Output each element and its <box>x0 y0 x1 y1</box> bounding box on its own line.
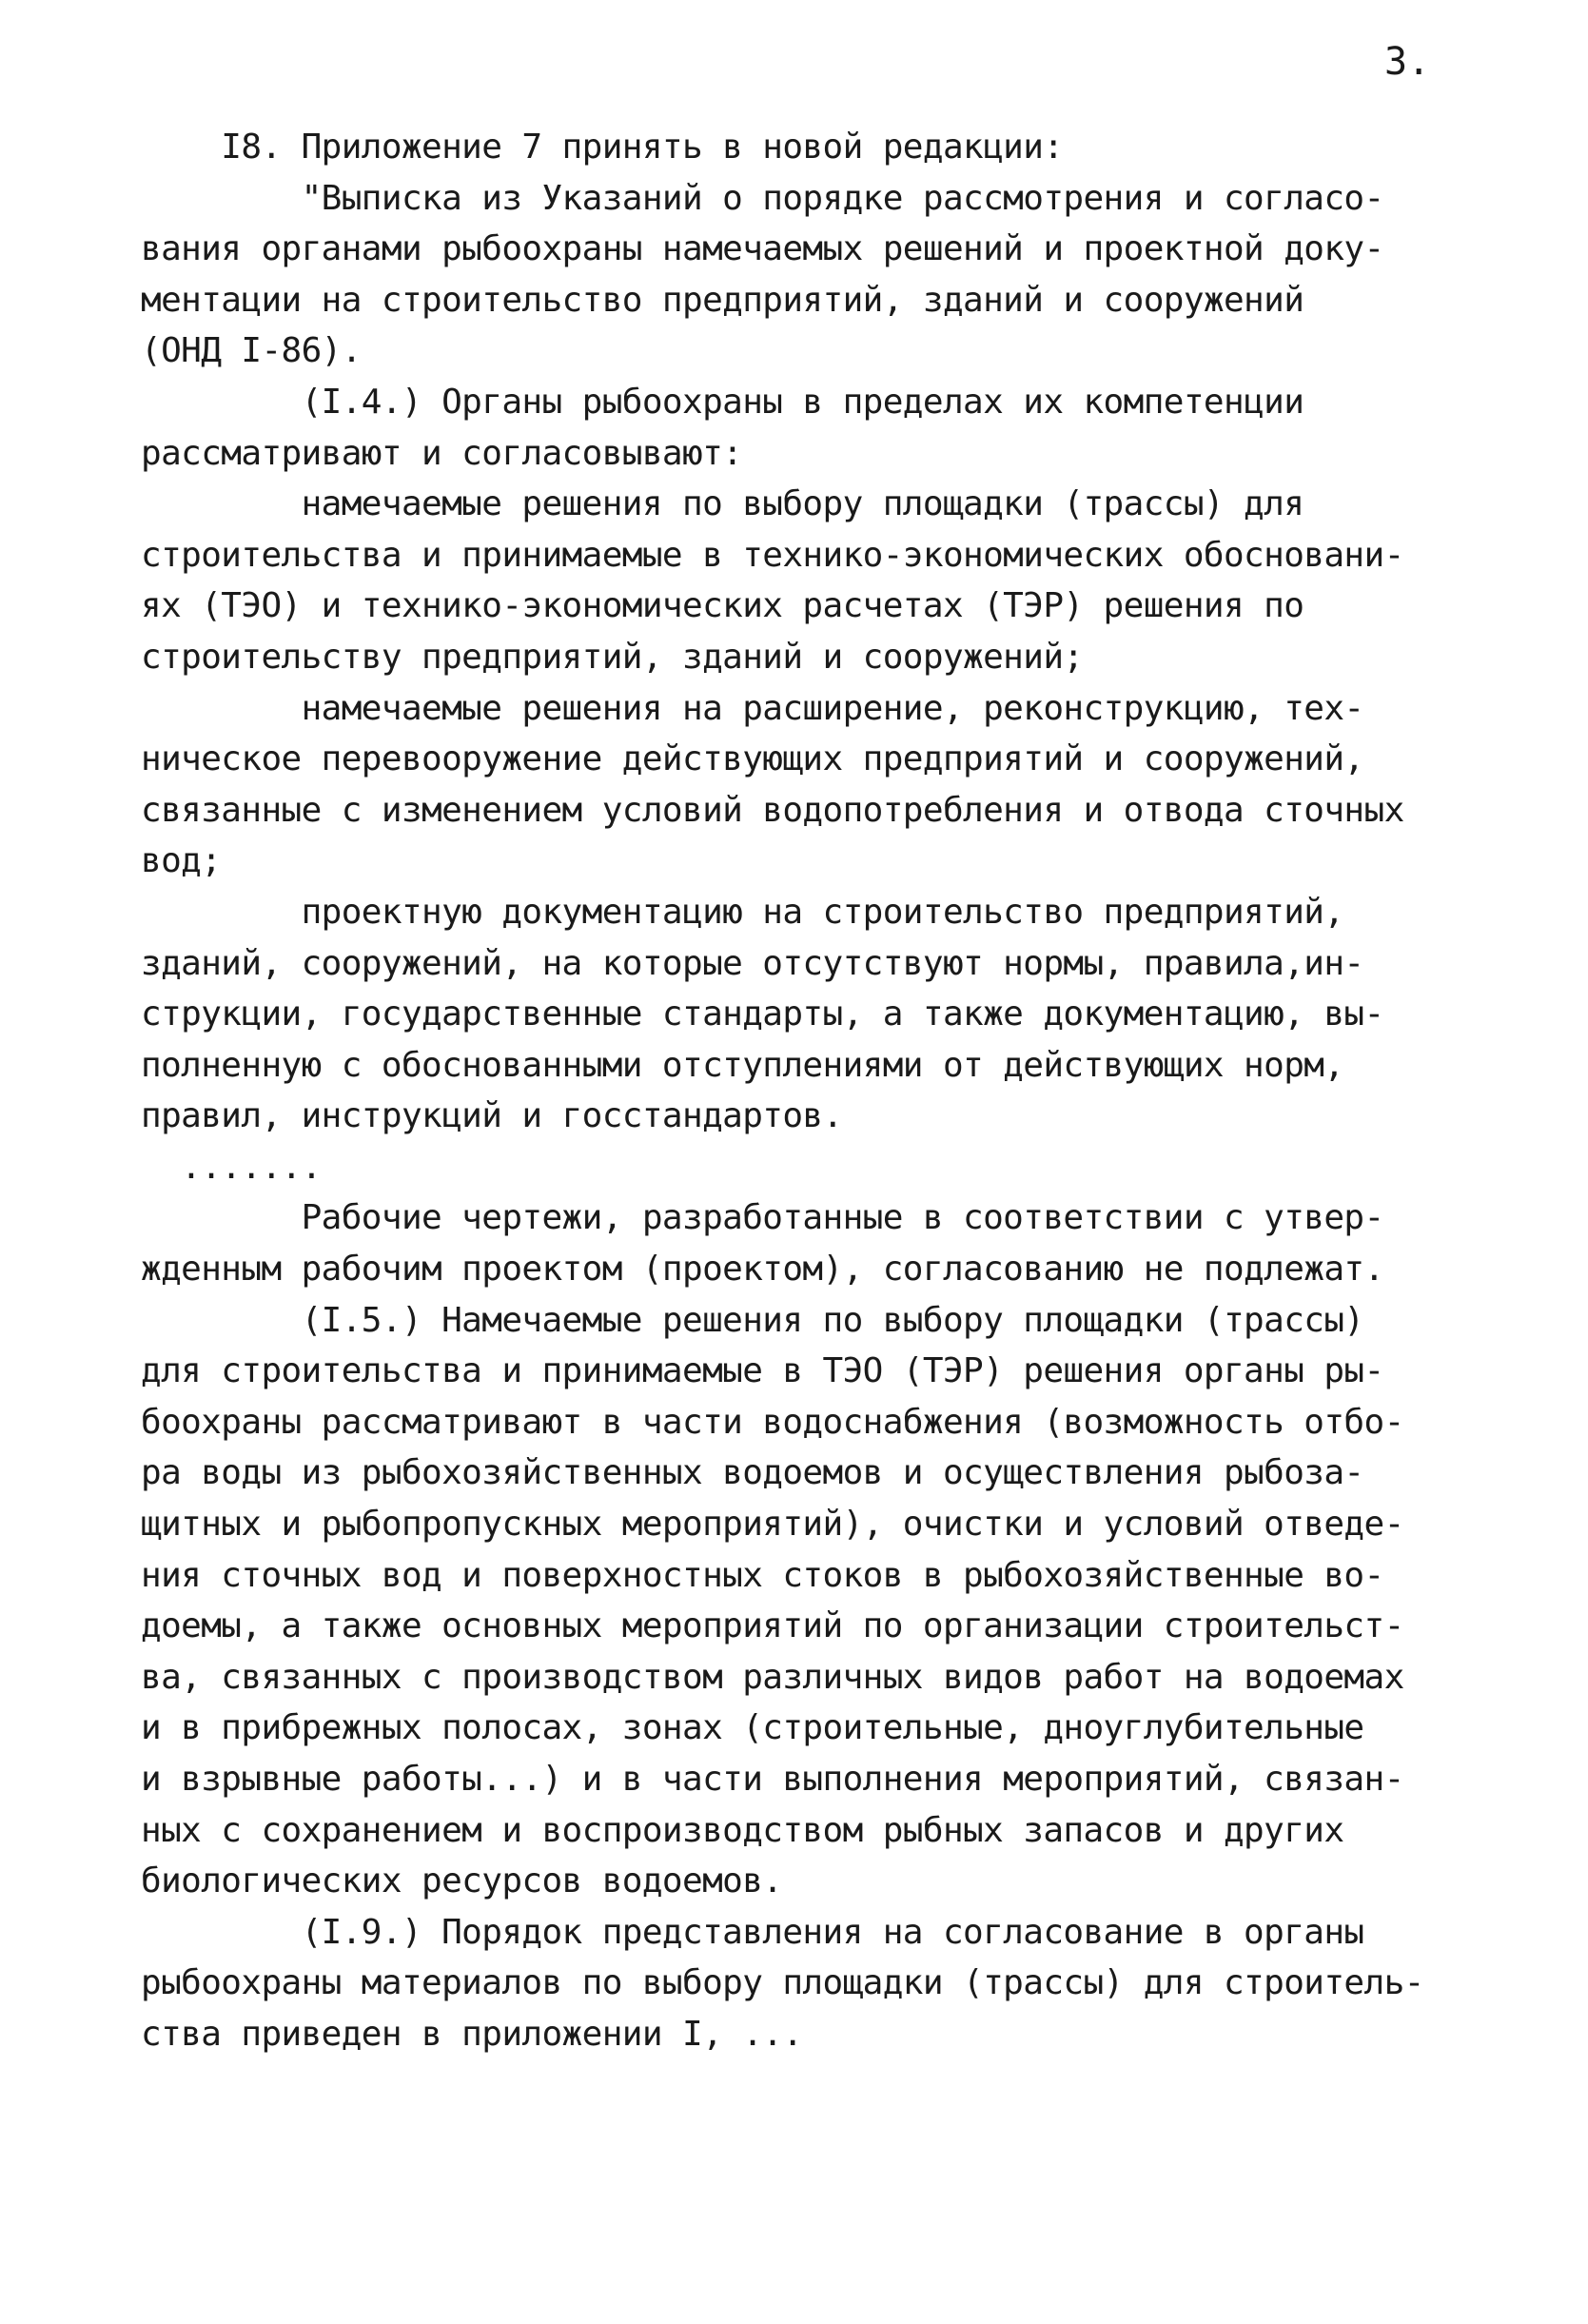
paragraph-line: и в прибрежных полосах, зонах (строительные, дноуглубительные <box>141 1708 1364 1748</box>
paragraph-line: боохраны рассматривают в части водоснабжения (возможность отбо- <box>141 1402 1404 1442</box>
paragraph-line: зданий, сооружений, на которые отсутствуют нормы, правила,ин- <box>141 943 1364 983</box>
paragraph-line: струкции, государственные стандарты, а также документацию, вы- <box>141 995 1384 1034</box>
document-body <box>141 122 1454 2060</box>
paragraph-line: ментации на строительство предприятий, зданий и сооружений <box>141 280 1304 320</box>
paragraph-line: полненную с обоснованными отступлениями от действующих норм, <box>141 1045 1344 1085</box>
paragraph-line: ях (ТЭО) и технико-экономических расчетах (ТЭР) решения по <box>141 586 1304 626</box>
paragraph-line: (I.4.) Органы рыбоохраны в пределах их компетенции <box>141 382 1304 422</box>
paragraph-line: для строительства и принимаемые в ТЭО (ТЭР) решения органы ры- <box>141 1351 1384 1391</box>
paragraph-line: вания органами рыбоохраны намечаемых решений и проектной доку- <box>141 229 1384 269</box>
paragraph-line: намечаемые решения на расширение, реконструкцию, тех- <box>141 688 1364 728</box>
page-number: 3. <box>1384 40 1431 84</box>
paragraph-line: и взрывные работы...) и в части выполнения мероприятий, связан- <box>141 1760 1404 1799</box>
paragraph-line: проектную документацию на строительство предприятий, <box>141 892 1344 932</box>
paragraph-line: строительства и принимаемые в технико-экономических обосновани- <box>141 535 1404 575</box>
paragraph-line: "Выписка из Указаний о порядке рассмотрения и согласо- <box>141 178 1384 218</box>
paragraph-line: строительству предприятий, зданий и сооружений; <box>141 637 1084 677</box>
paragraph-line: жденным рабочим проектом (проектом), согласованию не подлежат. <box>141 1250 1384 1290</box>
paragraph-line: I8. Приложение 7 принять в новой редакции: <box>141 128 1064 167</box>
paragraph-line: биологических ресурсов водоемов. <box>141 1861 783 1901</box>
paragraph-line: правил, инструкций и госстандартов. <box>141 1096 843 1136</box>
paragraph-line: связанные с изменением условий водопотребления и отвода сточных <box>141 790 1404 830</box>
paragraph-line: (I.9.) Порядок представления на согласование в органы <box>141 1912 1364 1952</box>
paragraph-line: ния сточных вод и поверхностных стоков в рыбохозяйственные во- <box>141 1555 1384 1595</box>
paragraph-line: ра воды из рыбохозяйственных водоемов и осуществления рыбоза- <box>141 1453 1364 1493</box>
paragraph-line: доемы, а также основных мероприятий по организации строительст- <box>141 1606 1404 1646</box>
paragraph-line: вод; <box>141 841 222 881</box>
paragraph-line: Рабочие чертежи, разработанные в соответствии с утвер- <box>141 1198 1384 1238</box>
paragraph-line: рассматривают и согласовывают: <box>141 433 743 473</box>
paragraph-line: (I.5.) Намечаемые решения по выбору площадки (трассы) <box>141 1300 1364 1340</box>
paragraph-line: ва, связанных с производством различных видов работ на водоемах <box>141 1657 1404 1697</box>
paragraph-line: ных с сохранением и воспроизводством рыбных запасов и других <box>141 1810 1344 1850</box>
paragraph-line: щитных и рыбопропускных мероприятий), очистки и условий отведе- <box>141 1505 1404 1545</box>
paragraph-line: (ОНД I-86). <box>141 331 362 371</box>
ellipsis-line: ....... <box>141 1147 322 1187</box>
paragraph-line: ства приведен в приложении I, ... <box>141 2014 803 2054</box>
paragraph-line: намечаемые решения по выбору площадки (трассы) для <box>141 484 1304 524</box>
paragraph-line: ническое перевооружение действующих предприятий и сооружений, <box>141 739 1364 779</box>
paragraph-line: рыбоохраны материалов по выбору площадки (трассы) для строитель- <box>141 1963 1424 2003</box>
